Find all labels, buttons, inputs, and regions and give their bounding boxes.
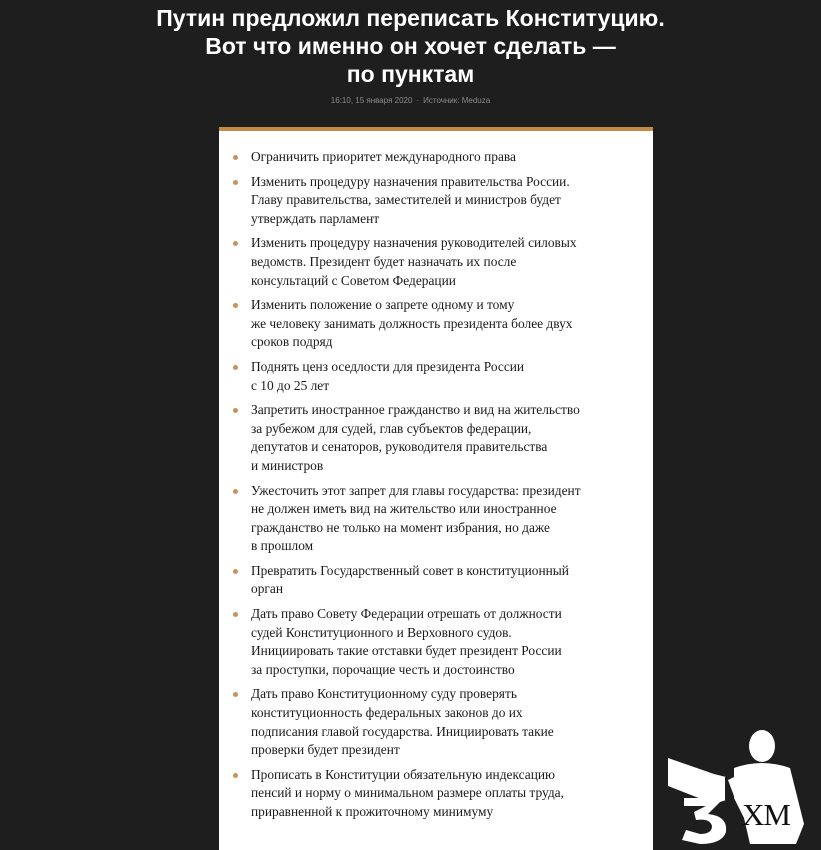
list-item-text bbox=[251, 605, 645, 679]
list-item-line: за рубежом для судей, глав субъектов федерации, bbox=[251, 420, 532, 436]
list-item-text bbox=[251, 482, 645, 556]
publish-datetime: 16:10, 15 января 2020 bbox=[330, 96, 413, 105]
points-list bbox=[233, 148, 645, 828]
list-item-line: Изменить положение о запрете одному и тому bbox=[251, 297, 515, 313]
list-item-line: Ограничить приоритет международного права bbox=[251, 149, 516, 164]
list-item-line: Главу правительства, заместителей и министров будет bbox=[251, 192, 561, 208]
list-item-text bbox=[251, 766, 645, 822]
title-line: по пунктам bbox=[346, 61, 475, 87]
list-item-line: за проступки, порочащие честь и достоинство bbox=[251, 661, 515, 677]
bullet-icon bbox=[233, 612, 238, 617]
list-item-line: и министров bbox=[251, 457, 324, 473]
source-label: Источник: Meduza bbox=[423, 96, 491, 105]
article-title bbox=[0, 4, 821, 88]
bullet-icon bbox=[233, 569, 238, 574]
list-item-line: утверждать парламент bbox=[251, 210, 380, 226]
list-item-text bbox=[251, 173, 645, 229]
list-item-line: Изменить процедуру назначения руководителей силовых bbox=[251, 235, 577, 251]
bullet-icon bbox=[233, 303, 238, 308]
bullet-icon bbox=[233, 180, 238, 185]
list-item-line: приравненной к прожиточному минимуму bbox=[251, 804, 494, 819]
list-item-line: консультаций с Советом Федерации bbox=[251, 272, 456, 288]
bullet-icon bbox=[233, 773, 238, 778]
list-item bbox=[233, 401, 645, 475]
bullet-icon bbox=[233, 155, 238, 160]
bullet-icon bbox=[233, 489, 238, 494]
list-item-line: Изменить процедуру назначения правительства России. bbox=[251, 173, 570, 189]
list-item-line: Дать право Совету Федерации отрешать от должности bbox=[251, 606, 562, 622]
logo-text: ХМ bbox=[742, 797, 790, 832]
list-item-line: сроков подряд bbox=[251, 334, 333, 350]
bullet-icon bbox=[233, 365, 238, 370]
list-item-text bbox=[251, 234, 645, 290]
article-meta bbox=[0, 96, 821, 106]
list-item-line: депутатов и сенаторов, руководителя правительства bbox=[251, 439, 548, 455]
list-item-line: же человеку занимать должность президента более двух bbox=[251, 315, 573, 331]
list-item-line: ведомств. Президент будет назначать их после bbox=[251, 253, 517, 269]
points-card bbox=[219, 127, 653, 850]
list-item-line: орган bbox=[251, 581, 283, 597]
title-line: Вот что именно он хочет сделать — bbox=[205, 33, 616, 59]
meta-separator: · bbox=[416, 96, 420, 105]
list-item-text bbox=[251, 358, 645, 395]
list-item-line: гражданство не только на момент избрания, но даже bbox=[251, 519, 550, 535]
list-item-line: Прописать в Конституции обязательную индексацию bbox=[251, 766, 556, 782]
list-item-line: подписания главой государства. Инициировать такие bbox=[251, 723, 554, 739]
list-item-text bbox=[251, 401, 645, 475]
list-item-line: не должен иметь вид на жительство или иностранное bbox=[251, 501, 557, 517]
list-item bbox=[233, 173, 645, 229]
bullet-icon bbox=[233, 241, 238, 246]
list-item-text bbox=[251, 685, 645, 759]
list-item bbox=[233, 766, 645, 822]
list-item bbox=[233, 296, 645, 352]
list-item-line: в прошлом bbox=[251, 538, 314, 554]
list-item-text bbox=[251, 296, 645, 352]
list-item bbox=[233, 605, 645, 679]
list-item bbox=[233, 358, 645, 395]
list-item-text bbox=[251, 562, 645, 599]
list-item-line: Инициировать такие отставки будет президент России bbox=[251, 643, 562, 659]
list-item bbox=[233, 234, 645, 290]
bullet-icon bbox=[233, 692, 238, 697]
list-item-line: Превратить Государственный совет в конституционный bbox=[251, 562, 569, 578]
list-item bbox=[233, 685, 645, 759]
list-item-line: Поднять ценз оседлости для президента России bbox=[251, 358, 525, 374]
list-item bbox=[233, 562, 645, 599]
list-item-line: Дать право Конституционному суду проверять bbox=[251, 686, 517, 702]
list-item-line: проверки будет президент bbox=[251, 742, 400, 758]
list-item-line: судей Конституционного и Верховного судов. bbox=[251, 624, 512, 640]
list-item bbox=[233, 148, 645, 167]
list-item-line: конституционность федеральных законов до их bbox=[251, 705, 523, 721]
list-item-line: Ужесточить этот запрет для главы государства: президент bbox=[251, 482, 581, 498]
list-item-text bbox=[251, 148, 645, 167]
title-line: Путин предложил переписать Конституцию. bbox=[156, 5, 665, 31]
list-item-line: пенсий и норму о минимальном размере оплаты труда, bbox=[251, 785, 564, 801]
list-item-line: с 10 до 25 лет bbox=[251, 377, 330, 393]
list-item-line: Запретить иностранное гражданство и вид на жительство bbox=[251, 402, 580, 418]
bullet-icon bbox=[233, 408, 238, 413]
list-item bbox=[233, 482, 645, 556]
